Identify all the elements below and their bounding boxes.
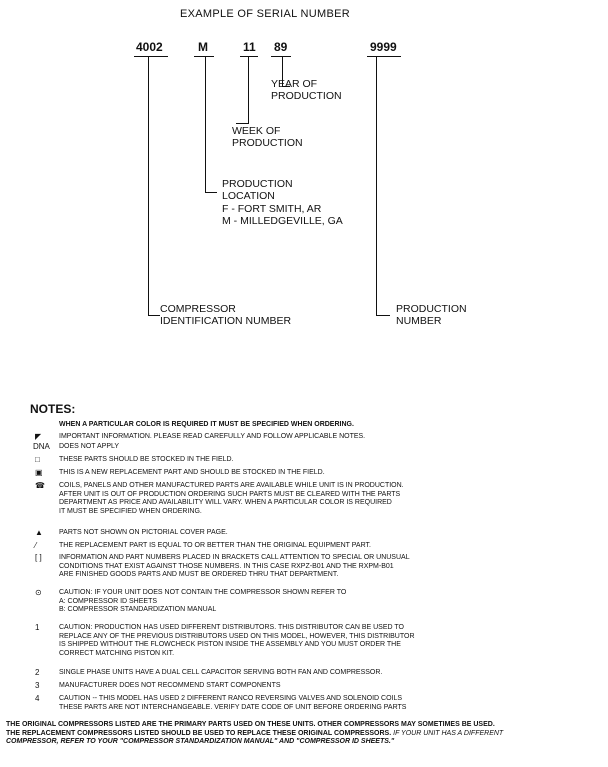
footer-line-2: THE REPLACEMENT COMPRESSORS LISTED SHOULD BE USED TO REPLACE THESE ORIGINAL COMPRESSORS.: [6, 729, 394, 737]
note-text: CAUTION -- THIS MODEL HAS USED 2 DIFFERENT RANCO REVERSING VALVES AND SOLENOID COILS THESE PARTS ARE NOT INTERCHANGEABLE. VERIFY DATE CODE OF UNIT BEFORE ORDERING PARTS: [59, 695, 407, 711]
triangle-icon: ▲: [35, 528, 43, 537]
note-text: THE REPLACEMENT PART IS EQUAL TO OR BETTER THAN THE ORIGINAL EQUIPMENT PART.: [59, 542, 371, 549]
note-text: MANUFACTURER DOES NOT RECOMMEND START COMPONENTS: [59, 682, 281, 689]
connector-production: [376, 57, 377, 316]
connector-compressor-tick: [148, 315, 160, 316]
label-compressor-id: COMPRESSOR IDENTIFICATION NUMBER: [160, 303, 292, 327]
note-text: WHEN A PARTICULAR COLOR IS REQUIRED IT MUST BE SPECIFIED WHEN ORDERING.: [59, 421, 354, 428]
caution-circle-icon: ⊙: [35, 588, 42, 597]
note-text: INFORMATION AND PART NUMBERS PLACED IN BRACKETS CALL ATTENTION TO SPECIAL OR UNUSUAL CONDITIONS THAT EXIST AGAINST THOSE NUMBERS. IN THIS CASE RXPZ-B01 AND THE RXPM-B01 ARE FINISHED GOODS PARTS AND MUST BE ORDERED THRU THAT DEPARTMENT.: [59, 554, 410, 579]
underline-compressor-id: [134, 56, 168, 57]
footer-line-2-italic: IF YOUR UNIT HAS A DIFFERENT: [393, 729, 504, 737]
note-text: SINGLE PHASE UNITS HAVE A DUAL CELL CAPACITOR SERVING BOTH FAN AND COMPRESSOR.: [59, 669, 383, 676]
phone-icon: ☎: [35, 481, 45, 490]
serial-part-production: 9999: [370, 40, 397, 54]
note-text: PARTS NOT SHOWN ON PICTORIAL COVER PAGE.: [59, 529, 228, 536]
note-symbol-dna: DNA: [33, 442, 50, 451]
serial-part-year: 89: [274, 40, 288, 54]
connector-week-tick: [236, 123, 248, 124]
check-icon: ⁄: [35, 541, 37, 550]
underline-production: [367, 56, 401, 57]
diagram-title: EXAMPLE OF SERIAL NUMBER: [180, 8, 350, 20]
label-week-of-production: WEEK OF PRODUCTION: [232, 125, 303, 149]
notes-heading: NOTES:: [30, 402, 76, 416]
note-number: 1: [35, 623, 40, 632]
footer-line-3: COMPRESSOR, REFER TO YOUR "COMPRESSOR STANDARDIZATION MANUAL" AND "COMPRESSOR ID SHEETS.": [6, 738, 395, 746]
serial-part-compressor-id: 4002: [136, 40, 163, 54]
label-production-number: PRODUCTION NUMBER: [396, 303, 467, 327]
underline-week: [240, 56, 258, 57]
label-location-codes: F - FORT SMITH, AR M - MILLEDGEVILLE, GA: [222, 203, 343, 227]
new-part-icon: ▣: [35, 468, 43, 477]
connector-compressor: [148, 57, 149, 316]
connector-location-tick: [205, 192, 217, 193]
connector-location: [205, 57, 206, 193]
bracket-icon: [ ]: [35, 553, 42, 562]
square-icon: □: [35, 455, 40, 464]
note-number: 4: [35, 694, 40, 703]
note-text: COILS, PANELS AND OTHER MANUFACTURED PARTS ARE AVAILABLE WHILE UNIT IS IN PRODUCTION. AFTER UNIT IS OUT OF PRODUCTION ORDERING SUCH PARTS MUST BE CLEARED WITH THE PARTS DEPARTMENT AS PRICE AND AVAILABILITY WILL VARY. WHEN A PARTICULAR COLOR IS REQUIRED IT MUST BE SPECIFIED WHEN ORDERING.: [59, 482, 404, 515]
connector-week: [248, 57, 249, 124]
underline-year: [271, 56, 291, 57]
underline-location: [194, 56, 214, 57]
note-text: CAUTION: IF YOUR UNIT DOES NOT CONTAIN THE COMPRESSOR SHOWN REFER TO A: COMPRESSOR ID SHEETS B: COMPRESSOR STANDARDIZATION MANUAL: [59, 589, 347, 614]
note-text: THIS IS A NEW REPLACEMENT PART AND SHOULD BE STOCKED IN THE FIELD.: [59, 469, 325, 476]
connector-production-tick: [376, 315, 390, 316]
serial-part-location: M: [198, 40, 208, 54]
note-text: IMPORTANT INFORMATION. PLEASE READ CAREFULLY AND FOLLOW APPLICABLE NOTES.: [59, 433, 366, 440]
note-number: 3: [35, 681, 40, 690]
serial-part-week: 11: [243, 40, 256, 54]
important-icon: ◤: [35, 432, 42, 441]
note-text: DOES NOT APPLY: [59, 443, 120, 450]
note-number: 2: [35, 668, 40, 677]
label-production-location: PRODUCTION LOCATION: [222, 178, 293, 202]
note-text: THESE PARTS SHOULD BE STOCKED IN THE FIELD.: [59, 456, 234, 463]
footer-line-1: THE ORIGINAL COMPRESSORS LISTED ARE THE PRIMARY PARTS USED ON THESE UNITS. OTHER COMPRESSORS MAY SOMETIMES BE USED.: [6, 721, 495, 728]
label-year-of-production: YEAR OF PRODUCTION: [271, 78, 342, 102]
note-text: CAUTION: PRODUCTION HAS USED DIFFERENT DISTRIBUTORS. THIS DISTRIBUTOR CAN BE USED TO REPLACE ANY OF THE PREVIOUS DISTRIBUTORS USED ON THIS MODEL, HOWEVER, THIS DISTRIBUTOR IS SHIPPED WITHOUT THE FLOWCHECK PISTON INSIDE THE ASSEMBLY AND YOU MUST ORDER THE CORRECT MATCHING PISTON KIT.: [59, 624, 415, 657]
footer-note: [6, 721, 606, 747]
